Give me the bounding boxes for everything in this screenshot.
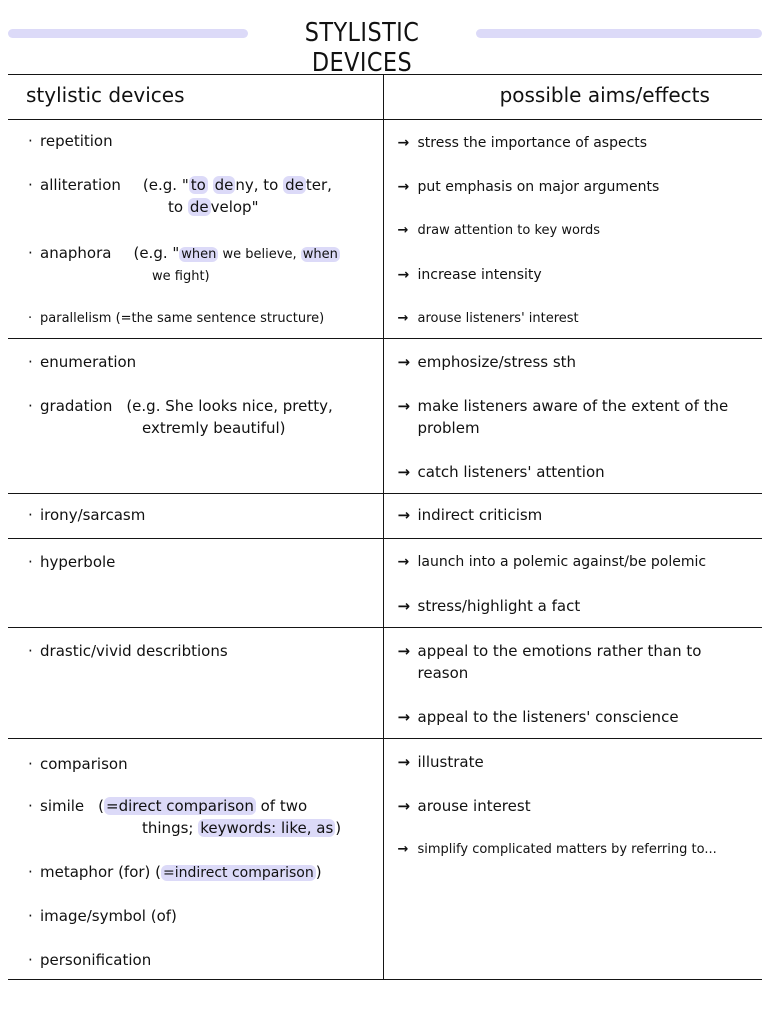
devices-cell	[8, 494, 383, 539]
section-row-6	[8, 739, 762, 980]
effect-item: → simplify complicated matters by referring to...	[397, 842, 717, 857]
devices-table	[8, 74, 762, 980]
effects-cell	[383, 120, 762, 339]
devices-cell	[8, 339, 383, 494]
effects-cell	[383, 628, 762, 739]
devices-cell	[8, 739, 383, 980]
effects-cell	[383, 339, 762, 494]
device-item: · image/symbol (of)	[28, 907, 177, 925]
device-item: · hyperbole	[28, 553, 116, 571]
effect-item: → make listeners aware of the extent of the problem	[397, 397, 729, 437]
effect-item: → stress/highlight a fact	[397, 597, 581, 615]
effect-item: → put emphasis on major arguments	[397, 179, 660, 195]
effect-item: → launch into a polemic against/be polemic	[397, 554, 707, 570]
devices-cell	[8, 120, 383, 339]
effect-item: → appeal to the emotions rather than to reason	[397, 642, 702, 682]
header-row	[8, 75, 762, 120]
device-item: · comparison	[28, 755, 128, 773]
title-underline-left	[8, 29, 248, 38]
device-item: · simile ( =direct comparison of two things; keywords: like, as )	[28, 797, 342, 837]
title-row	[0, 14, 768, 78]
effect-item: → appeal to the listeners' conscience	[397, 708, 679, 726]
device-item: · alliteration (e.g. " to de ny, to de ter, to de velop"	[28, 176, 332, 216]
device-item: · anaphora (e.g. " when we believe, when we fight)	[28, 244, 338, 284]
section-row-2	[8, 339, 762, 494]
header-effects: possible aims/effects	[383, 75, 762, 120]
effects-cell	[383, 539, 762, 628]
devices-cell	[8, 628, 383, 739]
header-devices: stylistic devices	[8, 75, 383, 120]
effect-item: → indirect criticism	[397, 506, 543, 524]
section-row-4	[8, 539, 762, 628]
device-item: · repetition	[28, 132, 113, 150]
effect-item: → arouse listeners' interest	[397, 311, 579, 326]
effect-item: → increase intensity	[397, 267, 542, 283]
device-item: · parallelism (=the same sentence structure)	[28, 311, 325, 326]
effect-item: → stress the importance of aspects	[397, 135, 648, 151]
section-row-3	[8, 494, 762, 539]
section-row-1	[8, 120, 762, 339]
devices-cell	[8, 539, 383, 628]
device-item: · drastic/vivid describtions	[28, 642, 228, 660]
device-item: · personification	[28, 951, 152, 969]
effect-item: → catch listeners' attention	[397, 463, 605, 481]
device-item: · enumeration	[28, 353, 137, 371]
effects-cell	[383, 739, 762, 980]
page-title: STYLISTIC DEVICES	[304, 18, 420, 78]
effect-item: → illustrate	[397, 753, 484, 771]
device-item: · gradation (e.g. She looks nice, pretty, extremly beautiful)	[28, 397, 333, 437]
effects-cell	[383, 494, 762, 539]
title-underline-right	[476, 29, 762, 38]
effect-item: → arouse interest	[397, 797, 531, 815]
device-item: · irony/sarcasm	[28, 506, 146, 524]
effect-item: → draw attention to key words	[397, 223, 601, 238]
device-item: · metaphor (for) ( =indirect comparison )	[28, 863, 322, 881]
section-row-5	[8, 628, 762, 739]
effect-item: → emphosize/stress sth	[397, 353, 577, 371]
